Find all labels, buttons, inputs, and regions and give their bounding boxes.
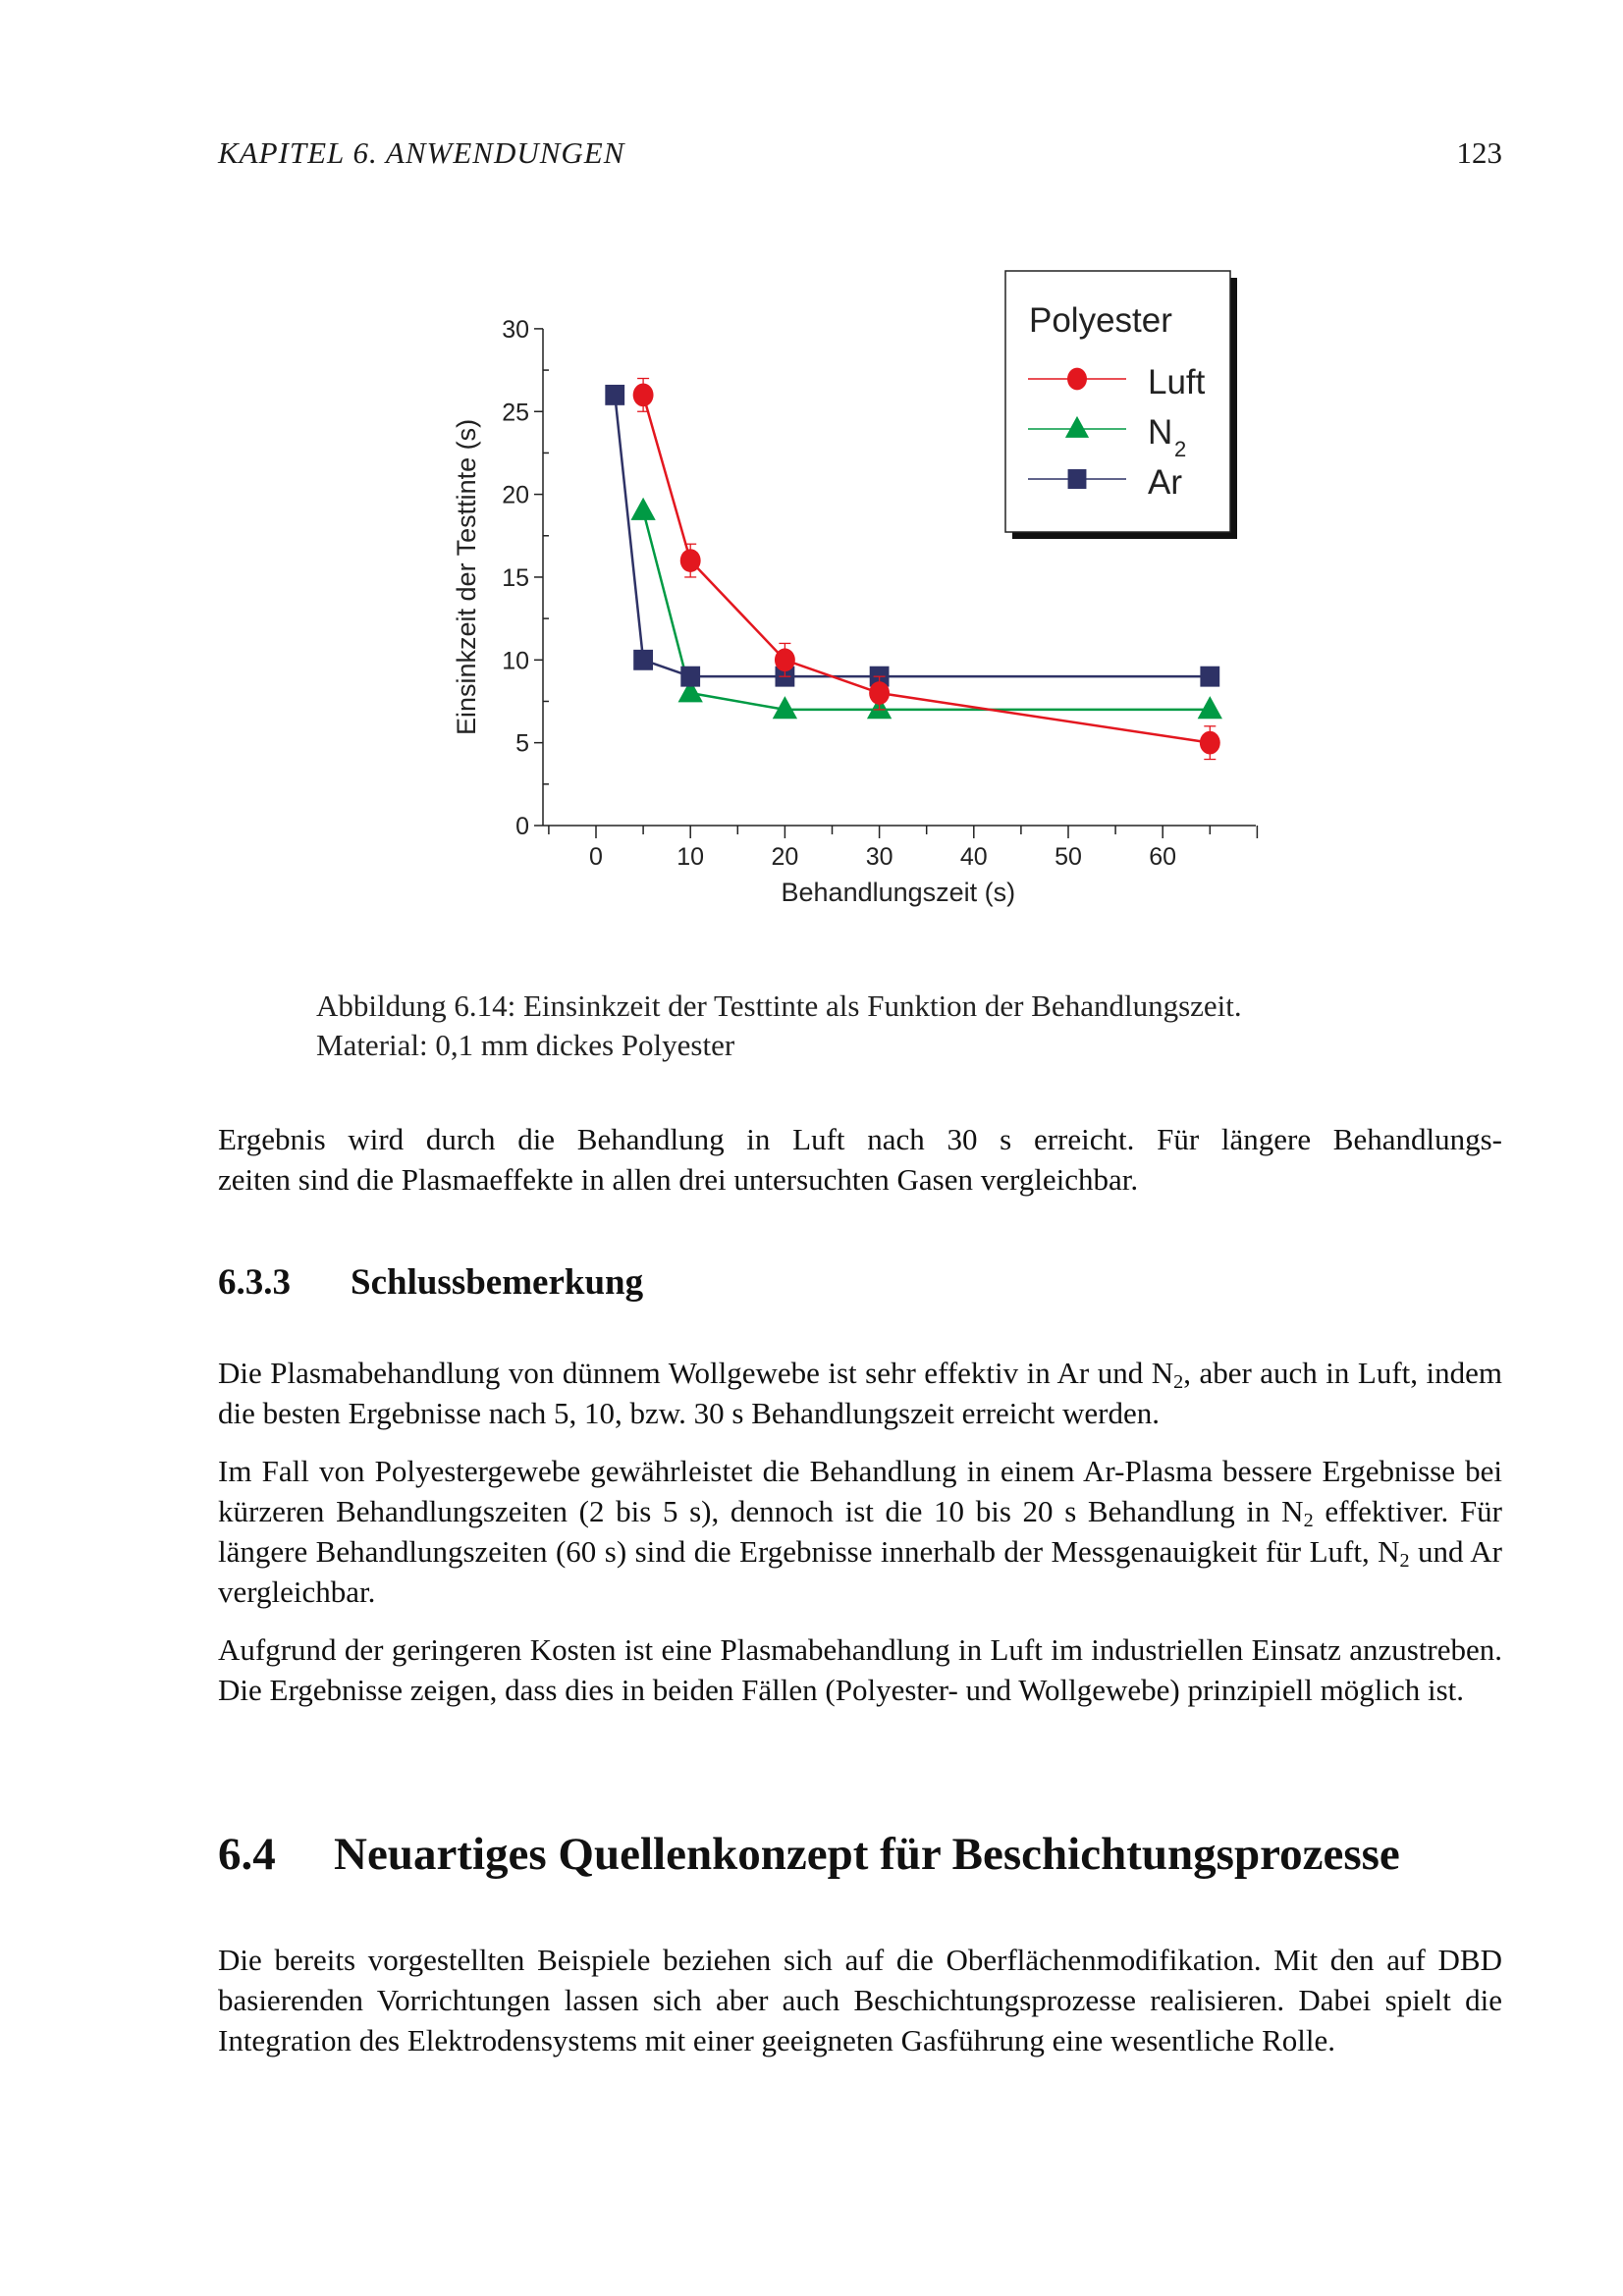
svg-text:Einsinkzeit der Testtinte (s): Einsinkzeit der Testtinte (s) xyxy=(452,418,481,736)
paragraph-results xyxy=(218,1119,1502,1200)
text-run: Im Fall von Polyestergewebe gewährleistet die Behandlung in einem Ar-Plasma bessere Ergebnisse bei kürzeren Behandlungszeiten (2 bis 5 s), dennoch ist die 10 bis 20 s Behandlung in N xyxy=(218,1454,1502,1528)
chapter-title: KAPITEL 6. ANWENDUNGEN xyxy=(218,135,625,170)
svg-text:Behandlungszeit (s): Behandlungszeit (s) xyxy=(781,878,1016,907)
caption-line-2: Material: 0,1 mm dickes Polyester xyxy=(316,1028,735,1062)
section-heading-6-4 xyxy=(218,1828,1400,1881)
paragraph-polyester xyxy=(218,1451,1502,1612)
subscript: 2 xyxy=(1399,1550,1410,1573)
text-run: , aber auch in Luft, indem die besten Ergebnisse nach 5, 10, bzw. 30 s Behandlungszeit erreicht werden. xyxy=(218,1356,1502,1430)
svg-text:10: 10 xyxy=(502,647,529,675)
subsection-title: Schlussbemerkung xyxy=(351,1262,644,1303)
running-header xyxy=(218,135,1502,175)
paragraph-coating xyxy=(218,1940,1502,2060)
caption-line-1: Abbildung 6.14: Einsinkzeit der Testtinte als Funktion der Behandlungszeit. xyxy=(316,988,1242,1023)
subscript: 2 xyxy=(1173,1371,1184,1394)
figure-caption xyxy=(316,987,1445,1065)
svg-text:2: 2 xyxy=(1174,437,1187,461)
text-run: und Ar vergleichbar. xyxy=(218,1534,1502,1609)
svg-text:20: 20 xyxy=(502,481,529,509)
paragraph-costs xyxy=(218,1629,1502,1710)
page-number: 123 xyxy=(1456,135,1502,170)
subsection-heading-6-3-3 xyxy=(218,1261,643,1304)
section-number: 6.4 xyxy=(218,1829,276,1880)
paragraph-text: Die bereits vorgestellten Beispiele beziehen sich auf die Oberflächenmodifikation. Mit den auf DBD basierenden Vorrichtungen lassen sich aber auch Beschichtungsprozesse realisieren. Dabei spielt die Integration des Elektrodensystems mit einer geeigneten Gasführung eine wesentliche Rolle. xyxy=(218,1943,1502,2057)
line-chart xyxy=(432,263,1276,931)
svg-text:0: 0 xyxy=(515,813,529,840)
svg-text:30: 30 xyxy=(502,315,529,344)
paragraph-text: Aufgrund der geringeren Kosten ist eine Plasmabehandlung in Luft im industriellen Einsatz anzustreben. Die Ergebnisse zeigen, dass dies in beiden Fällen (Polyester- und Wollgewebe) prinzipiell möglich ist. xyxy=(218,1632,1502,1707)
figure-6-14-chart xyxy=(432,263,1276,931)
svg-text:50: 50 xyxy=(1055,843,1082,871)
svg-text:10: 10 xyxy=(676,843,705,871)
svg-text:Ar: Ar xyxy=(1148,463,1182,502)
subsection-number: 6.3.3 xyxy=(218,1262,291,1303)
svg-text:N: N xyxy=(1148,413,1173,452)
paragraph-line: zeiten sind die Plasmaeffekte in allen drei untersuchten Gasen vergleichbar. xyxy=(218,1162,1139,1197)
text-run: Die Plasmabehandlung von dünnem Wollgewebe ist sehr effektiv in Ar und N xyxy=(218,1356,1174,1390)
section-title: Neuartiges Quellenkonzept für Beschichtungsprozesse xyxy=(334,1829,1400,1880)
svg-text:40: 40 xyxy=(959,843,988,871)
svg-text:Polyester: Polyester xyxy=(1029,301,1172,340)
paragraph-line: Ergebnis wird durch die Behandlung in Luft nach 30 s erreicht. Für längere Behandlungs- xyxy=(218,1122,1502,1156)
svg-text:Luft: Luft xyxy=(1148,363,1206,401)
svg-text:60: 60 xyxy=(1149,843,1177,871)
chart-legend xyxy=(1005,271,1237,539)
svg-text:20: 20 xyxy=(771,843,799,871)
text-run: effektiver. Für längere Behandlungszeiten (60 s) sind die Ergebnisse innerhalb der Messgenauigkeit für Luft, N xyxy=(218,1494,1502,1569)
svg-text:5: 5 xyxy=(515,729,529,758)
svg-text:25: 25 xyxy=(502,399,529,427)
paragraph-wool xyxy=(218,1353,1502,1433)
series-n2-line xyxy=(643,510,1210,709)
svg-text:30: 30 xyxy=(865,843,893,871)
svg-text:15: 15 xyxy=(502,563,529,592)
subscript: 2 xyxy=(1303,1510,1314,1532)
svg-text:0: 0 xyxy=(589,843,603,871)
